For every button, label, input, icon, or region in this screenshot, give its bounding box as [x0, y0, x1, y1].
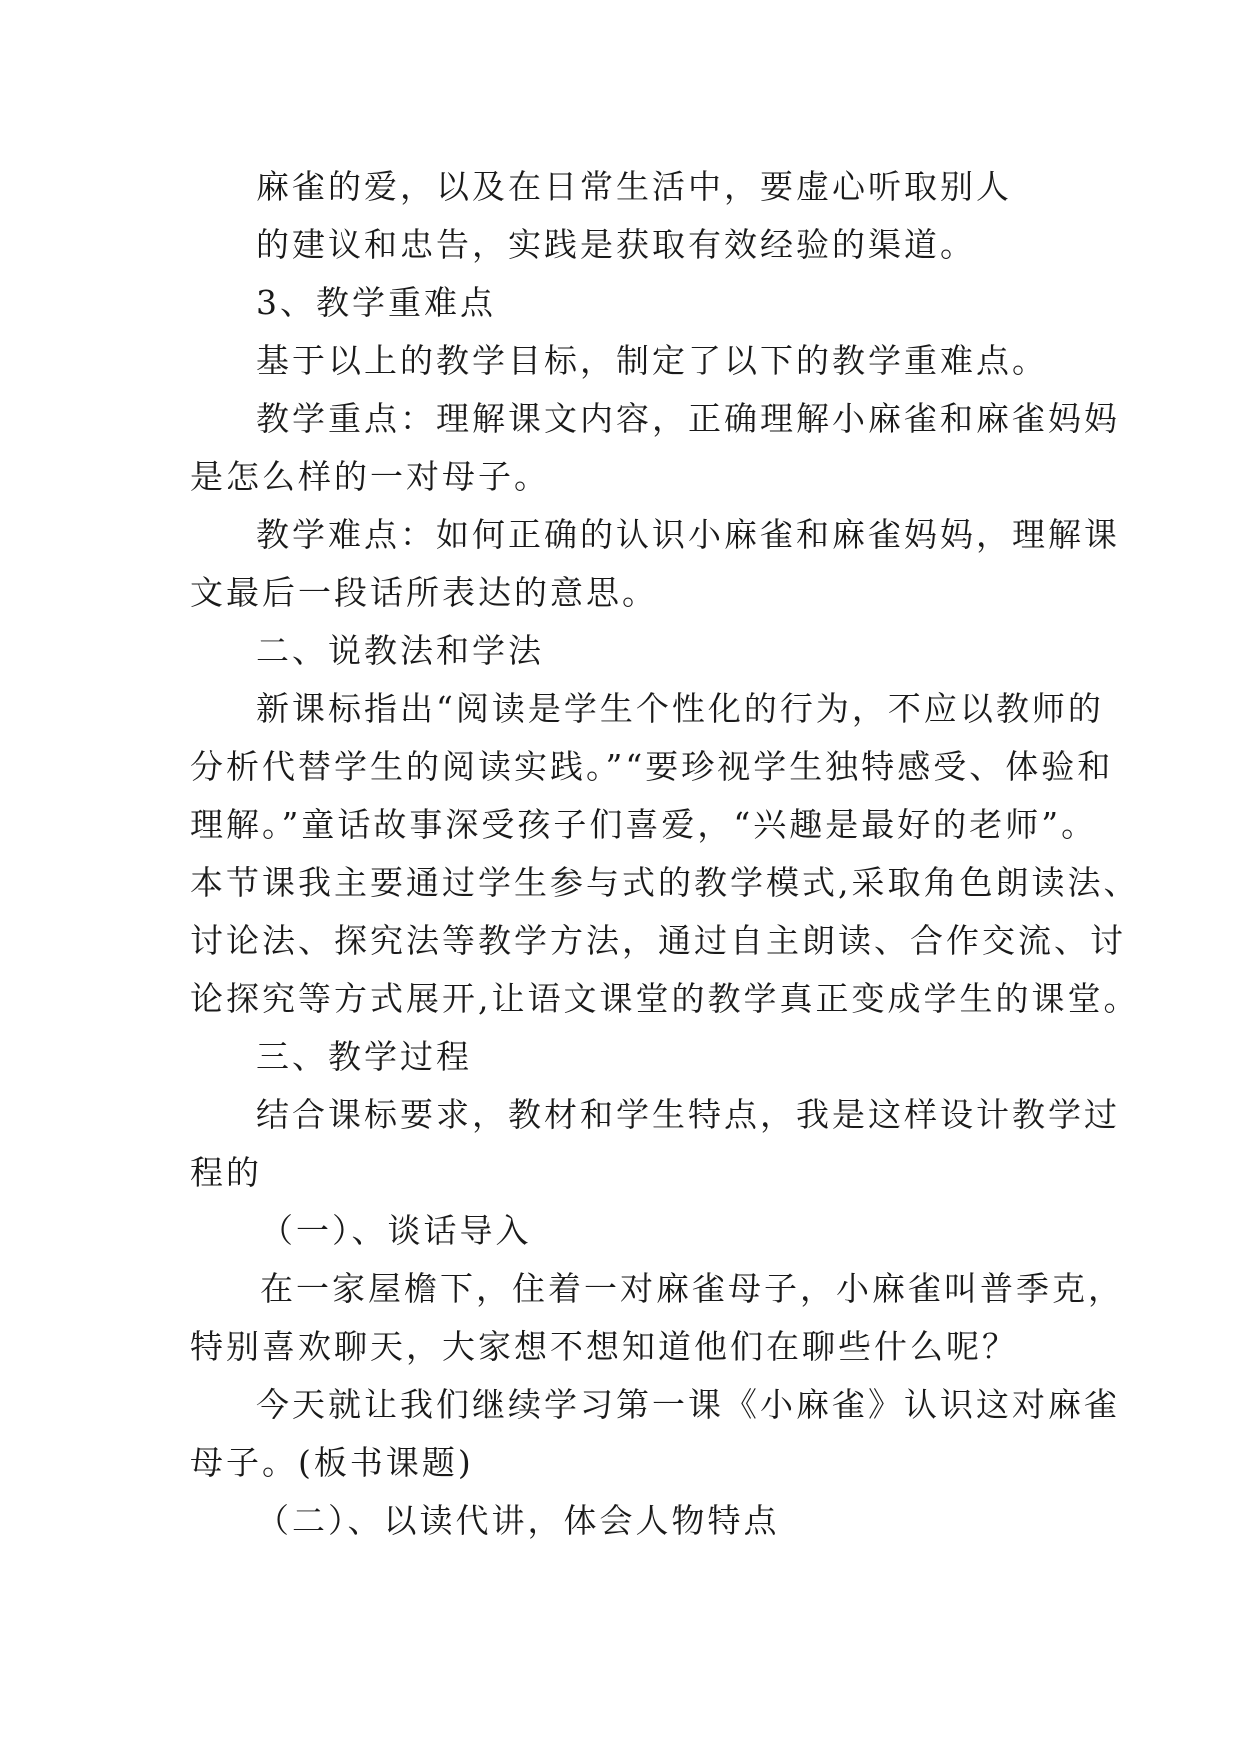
text-line: 本节课我主要通过学生参与式的教学模式,采取角色朗读法、: [190, 863, 1140, 902]
text-line: 3、教学重难点: [256, 283, 496, 322]
text-line: 教学重点：理解课文内容，正确理解小麻雀和麻雀妈妈: [256, 399, 1120, 438]
text-line: 今天就让我们继续学习第一课《小麻雀》认识这对麻雀: [256, 1385, 1120, 1424]
text-line: 是怎么样的一对母子。: [190, 457, 550, 496]
section-heading: 二、说教法和学法: [256, 631, 544, 670]
text-line: 的建议和忠告，实践是获取有效经验的渠道。: [256, 225, 976, 264]
text-line: 论探究等方式展开,让语文课堂的教学真正变成学生的课堂。: [190, 979, 1140, 1018]
text-line: 文最后一段话所表达的意思。: [190, 573, 658, 612]
text-line: 基于以上的教学目标，制定了以下的教学重难点。: [256, 341, 1048, 380]
text-line: 在一家屋檐下，住着一对麻雀母子，小麻雀叫普季克，: [260, 1269, 1124, 1308]
subsection-heading: （一）、谈话导入: [260, 1211, 532, 1250]
body-text: [190, 158, 1140, 1550]
subsection-heading: （二）、以读代讲，体会人物特点: [256, 1501, 780, 1540]
text-line: 新课标指出“阅读是学生个性化的行为，不应以教师的: [256, 689, 1104, 728]
text-line: 理解。”童话故事深受孩子们喜爱，“兴趣是最好的老师”。: [190, 805, 1098, 844]
text-line: 程的: [190, 1153, 262, 1192]
text-line: 特别喜欢聊天，大家想不想知道他们在聊些什么呢？: [190, 1327, 1018, 1366]
text-line: 分析代替学生的阅读实践。”“要珍视学生独特感受、体验和: [190, 747, 1114, 786]
text-line: 结合课标要求，教材和学生特点，我是这样设计教学过: [256, 1095, 1120, 1134]
text-line: 讨论法、探究法等教学方法，通过自主朗读、合作交流、讨: [190, 921, 1126, 960]
text-line: 教学难点：如何正确的认识小麻雀和麻雀妈妈，理解课: [256, 515, 1120, 554]
text-line: 麻雀的爱，以及在日常生活中，要虚心听取别人: [256, 167, 1012, 206]
text-line: 母子。(板书课题): [190, 1443, 474, 1482]
section-heading: 三、教学过程: [256, 1037, 472, 1076]
